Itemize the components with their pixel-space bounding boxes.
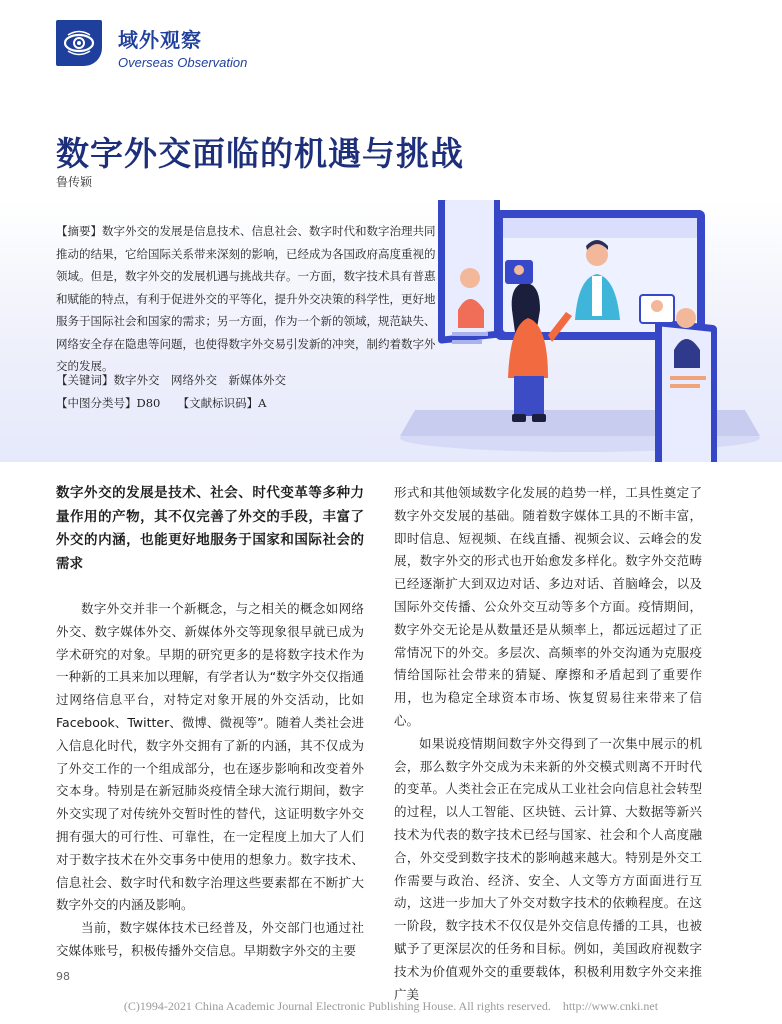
section-subtitle: Overseas Observation [118, 55, 248, 70]
body-paragraph-2: 当前，数字媒体技术已经普及，外交部门也通过社交媒体账号，积极传播外交信息。早期数字外交的主要 [56, 920, 364, 958]
doc-tag: 【文献标识码】 [177, 396, 259, 410]
body-paragraph-3: 形式和其他领域数字化发展的趋势一样，工具性奠定了数字外交发展的基础。随着数字媒体工具的不断丰富，即时信息、短视频、在线直播、视频会议、云峰会的发展，数字外交的形式也开始愈发多样化。数字外交范畴已经逐渐扩大到双边对话、多边对话、首脑峰会，以及国际外交传播、公众外交互动等多个方面。疫情期间，数字外交无论是从数量还是从频率上，都远远超过了正常情况下的外交。多层次、高频率的外交沟通为克服疫情给国际社会带来的猜疑、摩擦和矛盾起到了重要作用，也为稳定全球资本市场、恢复贸易往来带来了信心。 [394, 485, 702, 728]
eye-logo-icon [56, 20, 102, 66]
lead-paragraph: 数字外交的发展是技术、社会、时代变革等多种力量作用的产物，其不仅完善了外交的手段，丰富了外交的内涵，也能更好地服务于国家和国际社会的需求 [56, 485, 364, 572]
body-column-right [394, 482, 702, 1006]
article-title: 数字外交面临的机遇与挑战 [56, 134, 464, 173]
abstract-tag: 【摘要】 [56, 224, 102, 238]
doc-value: A [258, 396, 267, 410]
keywords-line [56, 372, 286, 388]
body-paragraph-1: 数字外交并非一个新概念，与之相关的概念如网络外交、数字媒体外交、新媒体外交等现象很早就已成为学术研究的对象。早期的研究更多的是将数字技术作为一种新的工具来加以理解，有学者认为“数字外交仅指通过网络信息平台，对特定对象开展的外交活动，比如Facebook、Twitter、微博、微视等”。随着人类社会进入信息化时代，数字外交拥有了新的内涵，其不仅成为了外交工作的一个组成部分，也在逐步影响和改变着外交本身。特别是在新冠肺炎疫情全球大流行期间，数字外交实现了对传统外交暂时性的替代，这证明数字外交拥有强大的可行性、可靠性，在一定程度上加大了人们对于数字技术在外交事务中使用的想象力。数字技术、信息社会、数字时代和数字治理这些要素都在不断扩大数字外交的内涵及影响。 [56, 601, 364, 913]
body-paragraph-4: 如果说疫情期间数字外交得到了一次集中展示的机会，那么数字外交成为未来新的外交模式则离不开时代的变革。人类社会正在完成从工业社会向信息社会转型的过程，以人工智能、区块链、云计算、大数据等新兴技术为代表的数字技术已经与国家、社会和个人高度融合，外交受到数字技术的影响越来越大。特别是外交工作需要与政治、经济、安全、人文等方方面面进行互动，这进一步加大了外交对数字技术的依赖程度。在这一阶段，数字技术不仅仅是外交信息传播的工具，也被赋予了更深层次的任务和目标。例如，美国政府视数字技术为价值观外交的重要载体，积极利用数字外交来推广美 [394, 735, 702, 1002]
body-column-left [56, 482, 364, 963]
section-title: 域外观察 [118, 28, 202, 52]
author: 鲁传颖 [56, 175, 93, 189]
copyright-footer: (C)1994-2021 China Academic Journal Electronic Publishing House. All rights reserved. http://www.cnki.net [123, 999, 659, 1013]
keywords-tag: 【关键词】 [56, 373, 114, 387]
abstract [56, 220, 446, 378]
clc-value: D80 [136, 396, 161, 410]
abstract-text: 数字外交的发展是信息技术、信息社会、数字时代和数字治理共同推动的结果，它给国际关系带来深刻的影响，已经成为各国政府高度重视的领域。但是，数字外交的发展机遇与挑战共存。一方面，数字技术具有普惠和赋能的特点，有利于促进外交的平等化，提升外交决策的科学性，更好地服务于国际社会和国家的需求；另一方面，作为一个新的领域，规范缺失、网络安全存在隐患等问题，也使得数字外交易引发新的冲突，制约着数字外交的发展。 [56, 224, 436, 373]
clc-tag: 【中图分类号】 [56, 396, 137, 410]
classification-line [56, 395, 266, 411]
keywords: 数字外交 网络外交 新媒体外交 [113, 373, 286, 387]
page-number: 98 [56, 970, 70, 983]
